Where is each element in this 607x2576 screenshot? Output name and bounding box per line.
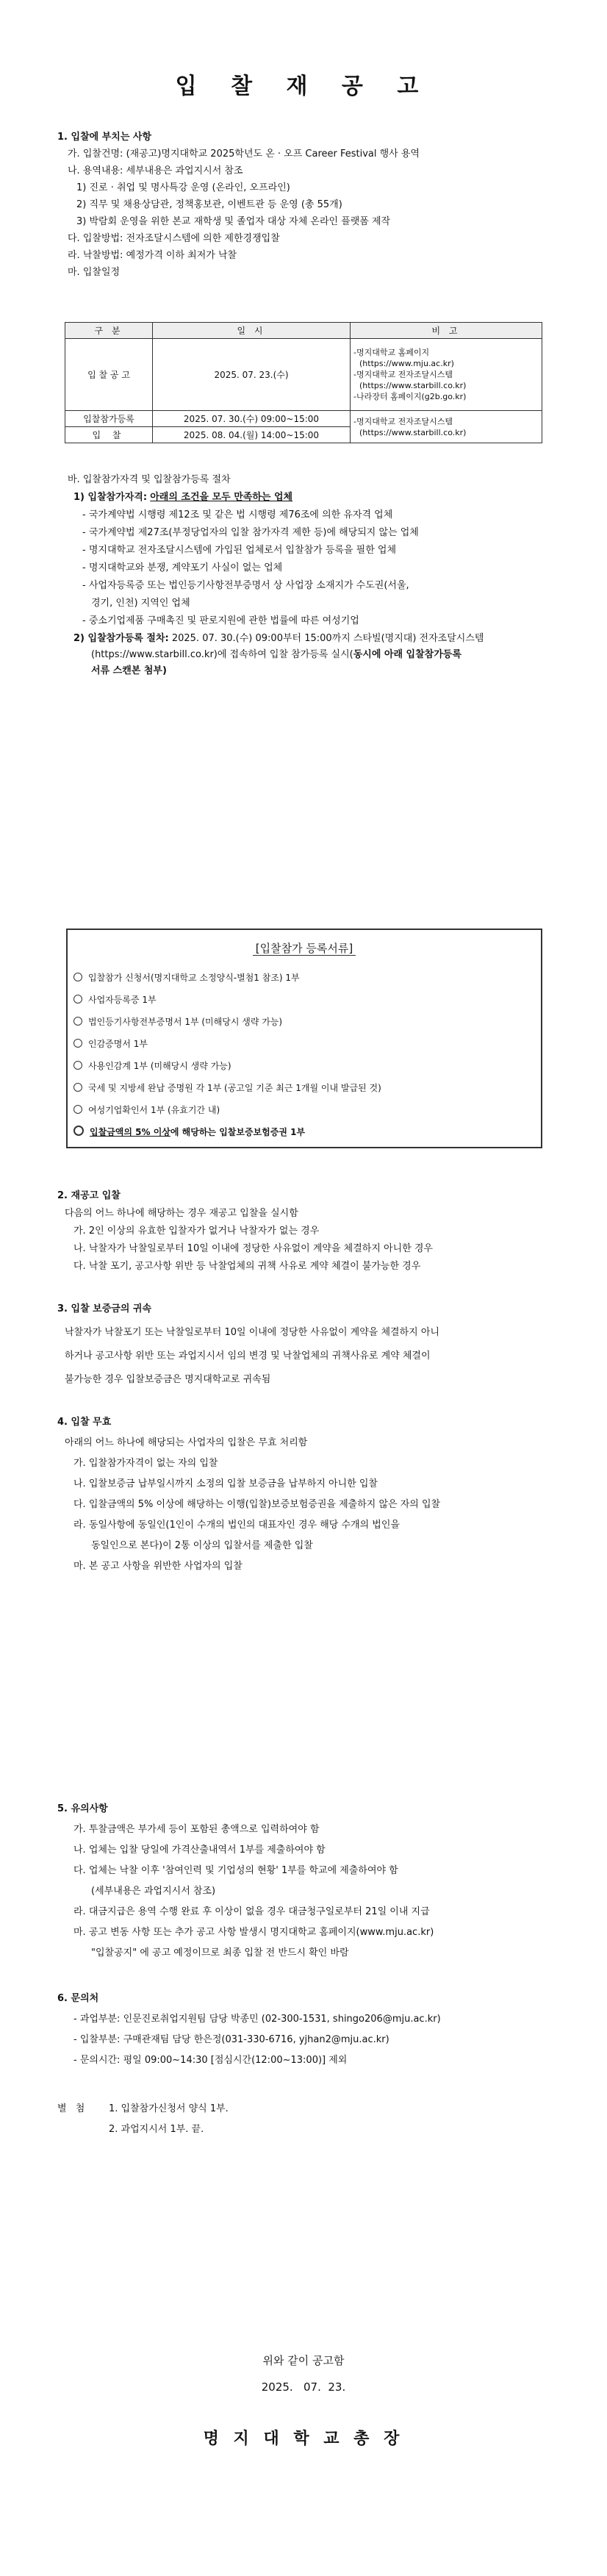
circle-icon (73, 1039, 82, 1048)
schedule-cell-date: 2025. 07. 30.(수) 09:00~15:00 (153, 411, 351, 427)
document-item (73, 1059, 231, 1072)
document-item (73, 993, 157, 1006)
starbill-link[interactable]: (https://www.starbill.co.kr) (359, 381, 467, 390)
attachments-label: 별 첨 (57, 2103, 88, 2114)
document-item (73, 1081, 381, 1094)
document-item-text: 사업자등록증 1부 (88, 995, 157, 1005)
qualification-item: - 명지대학교와 분쟁, 계약포기 사실이 없는 업체 (82, 562, 283, 573)
qualification-line (73, 491, 292, 504)
s3-line: 하거나 공고사항 위반 또는 과업지시서 임의 변경 및 낙찰업체의 귀책사유로 계약 체결이 (65, 1350, 431, 1362)
qualification-item: 경기, 인천) 지역인 업체 (91, 598, 190, 609)
documents-title-text: [입찰참가 등록서류] (253, 942, 356, 956)
note-line: -명지대학교 홈페이지 (353, 348, 430, 357)
note-line: -명지대학교 전자조달시스템 (353, 416, 453, 426)
s1-item-ba: 바. 입찰참가자격 및 입찰참가등록 절차 (68, 474, 231, 485)
circle-icon (73, 1126, 84, 1136)
s5-item-ra: 라. 대금지급은 용역 수행 완료 후 이상이 없을 경우 대금청구일로부터 21일 이내 지급 (73, 1906, 430, 1917)
s4-item-ra-cont: 동일인으로 본다)이 2통 이상의 입찰서를 제출한 입찰 (91, 1540, 313, 1551)
schedule-cell-label: 입 찰 (65, 427, 153, 443)
s5-item-ga: 가. 투찰금액은 부가세 등이 포함된 총액으로 입력하여야 함 (73, 1824, 320, 1835)
document-item-text: 국세 및 지방세 완납 증명원 각 1부 (공고일 기준 최근 1개월 이내 발급된 것) (88, 1083, 381, 1093)
issuer-name: 명 지 대 학 교 총 장 (203, 2430, 404, 2448)
s4-item-ra: 라. 동일사항에 동일인(1인이 수개의 법인의 대표자인 경우 해당 수개의 법인을 (73, 1520, 400, 1531)
s5-item-ma: 마. 공고 변동 사항 또는 추가 공고 사항 발생시 명지대학교 홈페이지(www.mju.ac.kr) (73, 1927, 434, 1938)
qualification-item: - 국가계약법 시행령 제12조 및 같은 법 시행령 제76조에 의한 유자격 업체 (82, 509, 393, 520)
schedule-cell-label: 입 찰 공 고 (65, 339, 153, 411)
homepage-link[interactable]: (https://www.mju.ac.kr) (359, 359, 454, 368)
registration-text: 2025. 07. 30.(수) 09:00부터 15:00까지 스타빌(명지대) 전자조달시스템 (171, 633, 484, 644)
closing-date: 2025. 07. 23. (261, 2380, 346, 2394)
s1-item-na-3: 3) 박람회 운영을 위한 본교 재학생 및 졸업자 대상 자체 온라인 플랫폼 제작 (76, 216, 391, 227)
schedule-cell-date: 2025. 08. 04.(월) 14:00~15:00 (153, 427, 351, 443)
s4-item-na: 나. 입찰보증금 납부일시까지 소정의 입찰 보증금을 납부하지 아니한 입찰 (73, 1478, 378, 1489)
s2-item-na: 나. 낙찰자가 낙찰일로부터 10일 이내에 정당한 사유없이 계약을 체결하지 아니한 경우 (73, 1243, 433, 1254)
s5-item-ma-cont: "입찰공지" 에 공고 예정이므로 최종 입찰 전 반드시 확인 바람 (91, 1947, 349, 1958)
document-item-text: 법인등기사항전부증명서 1부 (미해당시 생략 가능) (88, 1017, 283, 1027)
s2-item-da: 다. 낙찰 포기, 공고사항 위반 등 낙찰업체의 귀책 사유로 계약 체결이 불가능한 경우 (73, 1261, 421, 1272)
g2b-link[interactable]: -나라장터 홈페이지(g2b.go.kr) (353, 392, 467, 401)
s4-intro: 아래의 어느 하나에 해당되는 사업자의 입찰은 무효 처리함 (65, 1437, 308, 1448)
attachment-item: 2. 과업지시서 1부. 끝. (109, 2124, 204, 2135)
document-item-underlined: 입찰금액의 5% 이상 (90, 1127, 170, 1137)
qualification-item: - 중소기업제품 구매촉진 및 판로지원에 관한 법률에 따른 여성기업 (82, 615, 359, 626)
circle-icon (73, 1017, 82, 1026)
table-row (65, 339, 542, 411)
document-item (73, 1037, 148, 1050)
s1-item-da: 다. 입찰방법: 전자조달시스템에 의한 제한경쟁입찰 (68, 233, 280, 244)
s5-item-na: 나. 업체는 입찰 당일에 가격산출내역서 1부를 제출하여야 함 (73, 1845, 326, 1856)
schedule-header-note: 비 고 (351, 323, 542, 339)
document-item-text: 입찰참가 신청서(명지대학교 소정양식-별첨1 참조) 1부 (88, 973, 300, 983)
section-1-heading: 1. 입찰에 부치는 사항 (57, 132, 152, 143)
registration-label: 2) 입찰참가등록 절차: (73, 633, 169, 644)
document-item-text: 에 해당하는 입찰보증보험증권 1부 (170, 1127, 306, 1137)
table-row (65, 411, 542, 427)
circle-icon (73, 973, 82, 981)
page-title: 입 찰 재 공 고 (175, 74, 432, 99)
document-item (73, 1015, 282, 1028)
starbill-link[interactable]: (https://www.starbill.co.kr) (359, 427, 467, 437)
registration-text: (https://www.starbill.co.kr)에 접속하여 입찰 참가등록 실시( (91, 649, 353, 660)
s1-item-ra: 라. 낙찰방법: 예정가격 이하 최저가 낙찰 (68, 250, 237, 261)
document-item (73, 1126, 305, 1138)
closing-statement: 위와 같이 공고함 (262, 2354, 345, 2367)
section-4-heading: 4. 입찰 무효 (57, 1417, 112, 1428)
s2-item-ga: 가. 2인 이상의 유효한 입찰자가 없거나 낙찰자가 없는 경우 (73, 1226, 320, 1237)
s4-item-ma: 마. 본 공고 사항을 위반한 사업자의 입찰 (73, 1561, 243, 1572)
s1-item-na: 나. 용역내용: 세부내용은 과업지시서 참조 (68, 165, 243, 176)
s1-item-ma: 마. 입찰일정 (68, 267, 121, 278)
circle-icon (73, 1061, 82, 1070)
registration-documents-box (66, 929, 542, 1148)
s4-item-ga: 가. 입찰참가자격이 없는 자의 입찰 (73, 1458, 218, 1469)
s5-item-da-cont: (세부내용은 과업지시서 참조) (91, 1886, 216, 1897)
section-3-heading: 3. 입찰 보증금의 귀속 (57, 1303, 152, 1314)
document-item-text: 사용인감계 1부 (미해당시 생략 가능) (88, 1061, 231, 1071)
contact-hours: - 문의시간: 평일 09:00~14:30 [점심시간(12:00~13:00)] 제외 (73, 2055, 348, 2066)
schedule-cell-note (351, 411, 542, 443)
schedule-header-category: 구 분 (65, 323, 153, 339)
qualification-item: - 국가계약법 제27조(부정당업자의 입찰 참가자격 제한 등)에 해당되지 않는 업체 (82, 527, 419, 538)
document-item (73, 971, 300, 984)
documents-title (68, 940, 541, 956)
s5-item-da: 다. 업체는 낙찰 이후 '참여인력 및 기업성의 현황' 1부를 학교에 제출하여야 함 (73, 1865, 398, 1876)
attachment-item: 1. 입찰참가신청서 양식 1부. (109, 2103, 229, 2114)
qualification-item: - 명지대학교 전자조달시스템에 가입된 업체로서 입찰참가 등록을 필한 업체 (82, 545, 397, 556)
registration-line (73, 632, 484, 645)
section-5-heading: 5. 유의사항 (57, 1803, 108, 1814)
document-item-text: 여성기업확인서 1부 (유효기간 내) (88, 1105, 220, 1115)
schedule-cell-label: 입찰참가등록 (65, 411, 153, 427)
schedule-cell-date: 2025. 07. 23.(수) (153, 339, 351, 411)
qualification-item: - 사업자등록증 또는 법인등기사항전부증명서 상 사업장 소재지가 수도권(서울, (82, 580, 409, 591)
circle-icon (73, 1083, 82, 1092)
s1-item-ga: 가. 입찰건명: (재공고)명지대학교 2025학년도 온 · 오프 Career Festival 행사 용역 (68, 149, 420, 160)
registration-bold: 동시에 아래 입찰참가등록 (353, 649, 461, 660)
section-2-heading: 2. 재공고 입찰 (57, 1190, 121, 1201)
contact-bid: - 입찰부분: 구매관재팀 담당 한은정(031-330-6716, yjhan2@mju.ac.kr) (73, 2034, 389, 2045)
section-6-heading: 6. 문의처 (57, 1993, 99, 2004)
circle-icon (73, 995, 82, 1003)
circle-icon (73, 1105, 82, 1114)
qualification-text: 아래의 조건을 모두 만족하는 업체 (150, 492, 293, 503)
registration-line-3: 서류 스캔본 첨부) (91, 665, 167, 676)
schedule-header-datetime: 일 시 (153, 323, 351, 339)
s1-item-na-1: 1) 진로 · 취업 및 명사특강 운영 (온라인, 오프라인) (76, 182, 290, 193)
s4-item-da: 다. 입찰금액의 5% 이상에 해당하는 이행(입찰)보증보험증권을 제출하지 않은 자의 입찰 (73, 1499, 441, 1510)
s1-item-na-2: 2) 직무 및 채용상담관, 정책홍보관, 이벤트관 등 운영 (총 55개) (76, 199, 342, 210)
registration-line-2 (91, 648, 461, 662)
note-line: -명지대학교 전자조달시스템 (353, 370, 453, 379)
s2-intro: 다음의 어느 하나에 해당하는 경우 재공고 입찰을 실시함 (65, 1208, 298, 1219)
document-item-text: 인감증명서 1부 (88, 1039, 148, 1049)
document-item (73, 1103, 220, 1116)
s3-line: 낙찰자가 낙찰포기 또는 낙찰일로부터 10일 이내에 정당한 사유없이 계약을 체결하지 아니 (65, 1327, 439, 1338)
schedule-table (65, 322, 542, 443)
schedule-cell-note (351, 339, 542, 411)
qualification-label: 1) 입찰참가자격: (73, 492, 148, 503)
s3-line: 불가능한 경우 입찰보증금은 명지대학교로 귀속됨 (65, 1374, 271, 1385)
contact-task: - 과업부분: 인문진로취업지원팀 담당 박종민 (02-300-1531, shingo206@mju.ac.kr) (73, 2014, 441, 2025)
